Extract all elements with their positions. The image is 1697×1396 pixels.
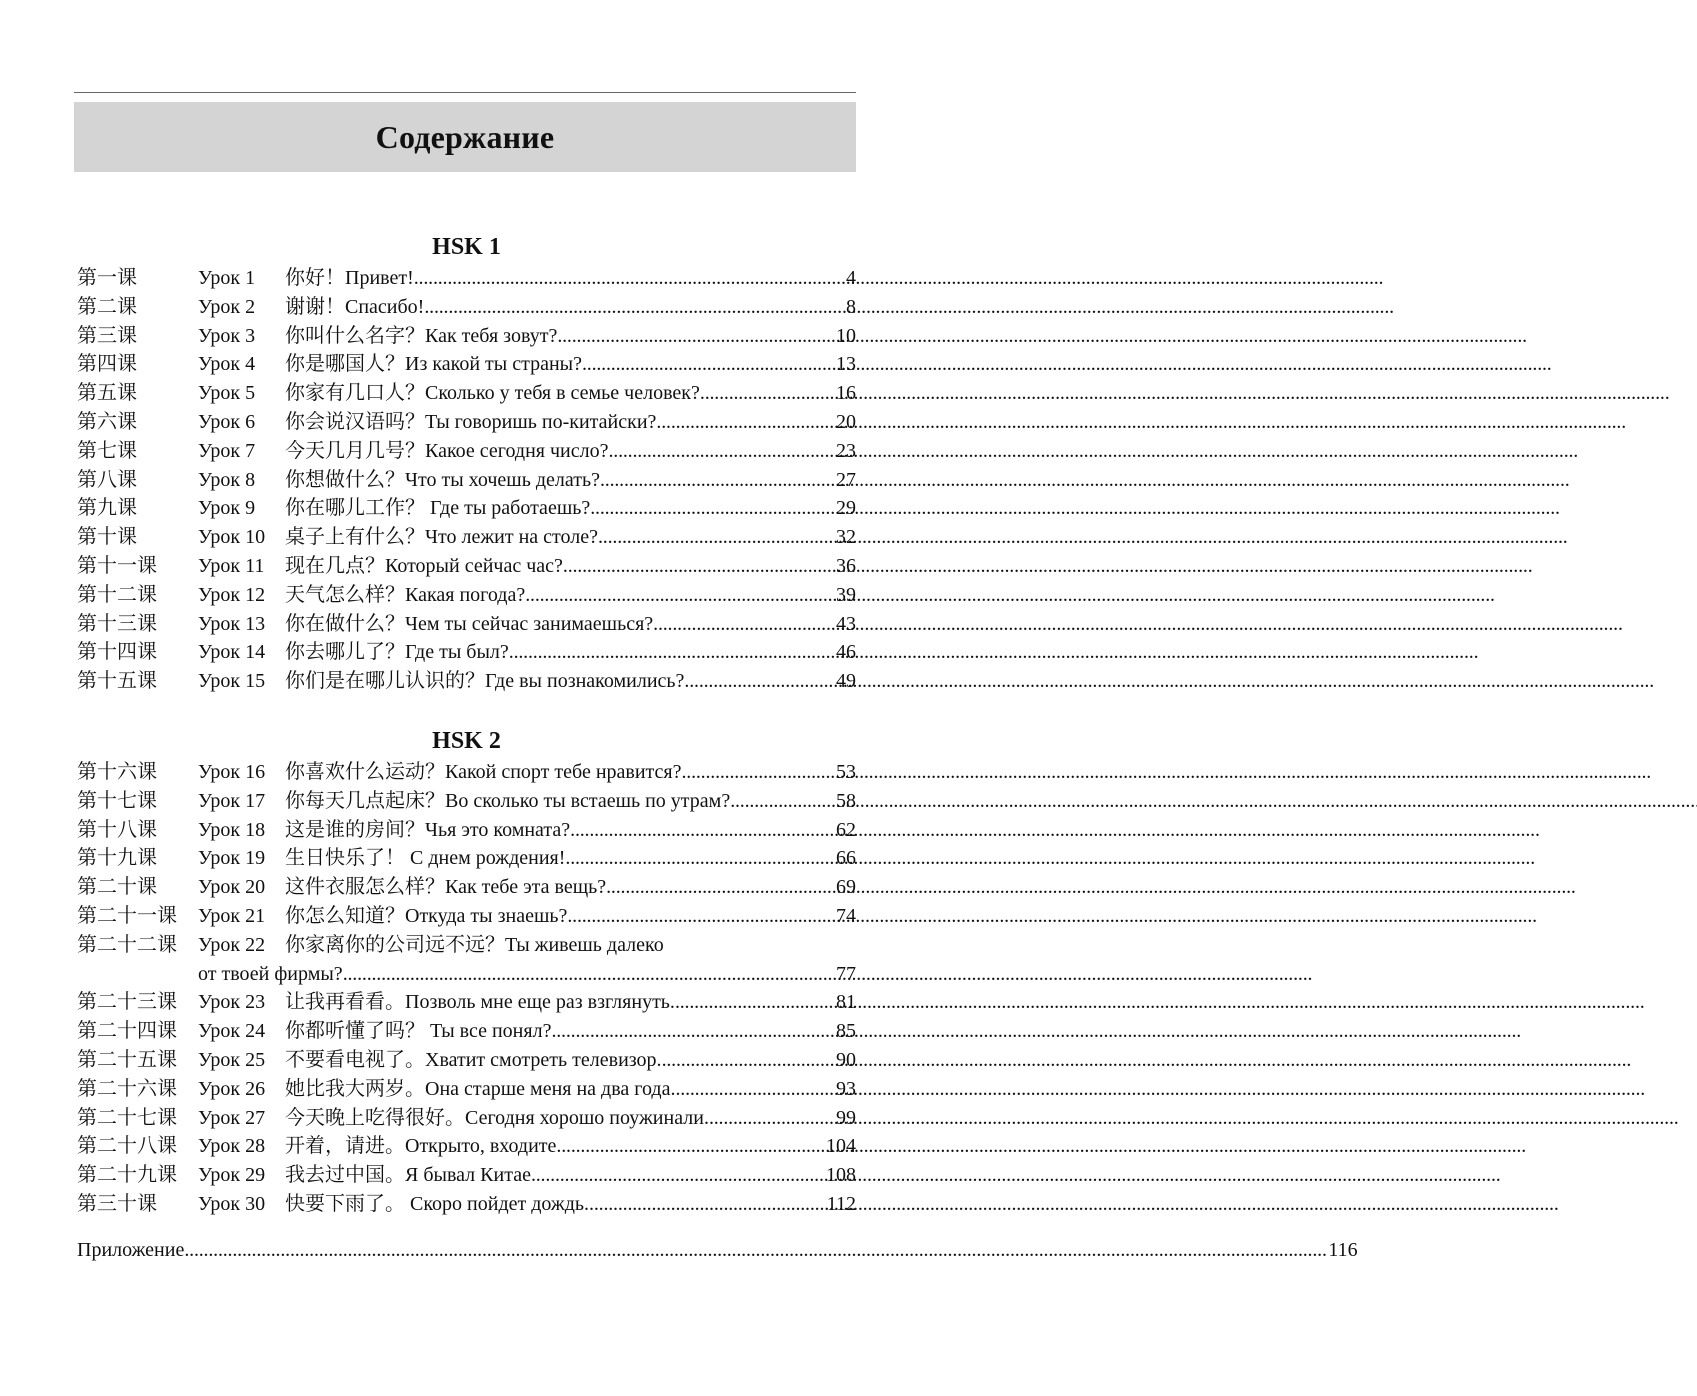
dot-leader	[525, 581, 832, 610]
lesson-title: 你想做什么？Что ты хочешь делать?	[285, 468, 600, 491]
toc-entry[interactable]	[77, 437, 856, 466]
lesson-chinese-number: 第十九课	[77, 847, 157, 870]
toc-entry[interactable]	[77, 322, 856, 351]
page-number: 99	[836, 1106, 856, 1129]
lesson-chinese-number: 第十八课	[77, 818, 157, 841]
toc-entry[interactable]	[77, 552, 856, 581]
toc-entry[interactable]	[77, 667, 856, 696]
toc-entry-body	[198, 264, 856, 293]
lesson-number: Урок 26	[198, 1077, 266, 1100]
lesson-number: Урок 7	[198, 439, 256, 462]
lesson-chinese-number: 第七课	[77, 439, 137, 462]
lesson-title: 谢谢！Спасибо!	[285, 295, 425, 318]
dot-leader	[531, 1161, 822, 1190]
page-number: 20	[836, 410, 856, 433]
page-number: 32	[836, 526, 856, 549]
lesson-number: Урок 1	[198, 267, 256, 289]
lesson-chinese-number: 第十三课	[77, 612, 157, 635]
toc-entry[interactable]	[77, 1017, 856, 1046]
toc-entry[interactable]	[77, 988, 856, 1017]
toc-entry[interactable]	[77, 408, 856, 437]
page-number: 10	[836, 324, 856, 347]
toc-entry[interactable]	[77, 264, 856, 293]
dot-leader	[424, 293, 842, 322]
toc-entry-body	[198, 988, 856, 1017]
toc-entry-body	[198, 1017, 856, 1046]
page-number: 23	[836, 439, 856, 462]
lesson-number: Урок 23	[198, 991, 266, 1014]
lesson-title: 今天晚上吃得很好。Сегодня хорошо поужинали.	[285, 1106, 709, 1129]
toc-entry-body	[198, 494, 856, 523]
page-number: 66	[836, 847, 856, 870]
lesson-chinese-number: 第五课	[77, 382, 137, 405]
toc-entry[interactable]	[77, 758, 856, 787]
toc-entry[interactable]	[77, 581, 856, 610]
toc-entry[interactable]	[77, 350, 856, 379]
section-heading: HSK 1	[432, 234, 501, 260]
lesson-chinese-number: 第十七课	[77, 789, 157, 812]
toc-entry-body	[198, 1161, 856, 1190]
page-number: 53	[836, 761, 856, 783]
lesson-number: Урок 22	[198, 933, 266, 956]
page-number: 39	[836, 583, 856, 606]
toc-entry-body	[198, 638, 856, 667]
toc-entry-continuation[interactable]	[77, 960, 856, 989]
appendix-label: Приложение	[77, 1239, 185, 1261]
lesson-title: 开着，请进。Открыто, входите	[285, 1135, 557, 1158]
page-number: 8	[846, 295, 856, 318]
lesson-title: 这是谁的房间？Чья это комната?	[285, 818, 571, 841]
dot-leader	[509, 638, 832, 667]
dot-leader	[681, 758, 832, 787]
dot-leader	[557, 322, 832, 351]
dot-leader	[662, 1046, 832, 1075]
toc-entry-body	[198, 1132, 856, 1161]
toc-entry[interactable]	[77, 1161, 856, 1190]
lesson-chinese-number: 第二十四课	[77, 1020, 177, 1043]
page-number: 112	[826, 1192, 856, 1215]
lesson-title: 现在几点？Который сейчас час?	[285, 554, 563, 577]
page-number: 93	[836, 1077, 856, 1100]
dot-leader	[556, 1132, 822, 1161]
toc-entry-body	[198, 610, 856, 639]
toc-section-hsk1	[77, 230, 856, 696]
lesson-title-continuation: от твоей фирмы?	[198, 962, 343, 985]
lesson-title: 让我再看看。Позволь мне еще раз взглянуть.	[285, 991, 675, 1014]
toc-entry-body	[198, 758, 856, 787]
toc-entry-body	[198, 1104, 856, 1133]
dot-leader	[567, 902, 832, 931]
toc-entry[interactable]	[77, 293, 856, 322]
dot-leader	[684, 667, 832, 696]
toc-entry-body	[198, 523, 856, 552]
toc-entry-body	[198, 350, 856, 379]
lesson-number: Урок 8	[198, 468, 256, 491]
dot-leader	[565, 844, 832, 873]
top-rule	[74, 92, 856, 93]
lesson-chinese-number: 第三十课	[77, 1192, 157, 1215]
lesson-number: Урок 15	[198, 670, 266, 693]
lesson-chinese-number: 第十六课	[77, 761, 157, 783]
toc-entry-body	[198, 787, 856, 816]
appendix-page: 116	[1328, 1239, 1358, 1261]
toc-entry-body	[198, 816, 856, 845]
dot-leader	[653, 610, 832, 639]
dot-leader	[730, 787, 832, 816]
toc-entry[interactable]	[77, 466, 856, 495]
dot-leader	[551, 1017, 832, 1046]
title-banner	[74, 102, 856, 172]
lesson-number: Урок 5	[198, 382, 256, 405]
dot-leader	[608, 437, 832, 466]
lesson-chinese-number: 第三课	[77, 324, 137, 347]
lesson-title: 你会说汉语吗？Ты говоришь по-китайски?	[285, 410, 657, 433]
dot-leader	[675, 1075, 832, 1104]
lesson-chinese-number: 第二课	[77, 295, 137, 318]
lesson-title: 你都听懂了吗？ Ты все понял?	[285, 1020, 552, 1043]
lesson-number: Урок 18	[198, 818, 266, 841]
lesson-chinese-number: 第十一课	[77, 554, 157, 577]
lesson-title: 桌子上有什么？Что лежит на столе?	[285, 526, 598, 549]
lesson-title: 你叫什么名字？Как тебя зовут?	[285, 324, 558, 347]
toc-entry[interactable]	[77, 379, 856, 408]
toc-entry-body	[198, 902, 856, 931]
lesson-chinese-number: 第二十六课	[77, 1077, 177, 1100]
lesson-number: Урок 30	[198, 1192, 266, 1215]
page-number: 36	[836, 554, 856, 577]
lesson-title: 你怎么知道？Откуда ты знаешь?	[285, 904, 568, 927]
page-number: 58	[836, 789, 856, 812]
page-number: 108	[826, 1164, 856, 1187]
toc-entry-body	[198, 437, 856, 466]
lesson-title: 你在哪儿工作？ Где ты работаешь?	[285, 497, 591, 520]
dot-leader	[414, 264, 842, 293]
toc-section-hsk2	[77, 724, 856, 1219]
lesson-chinese-number: 第二十五课	[77, 1048, 177, 1071]
lesson-title: 你在做什么？Чем ты сейчас занимаешься?	[285, 612, 654, 635]
dot-leader	[598, 523, 832, 552]
lesson-chinese-number: 第十二课	[77, 583, 157, 606]
dot-leader	[589, 1190, 823, 1219]
page-number: 29	[836, 497, 856, 520]
lesson-number: Урок 19	[198, 847, 266, 870]
toc-appendix[interactable]	[77, 1236, 1358, 1265]
page-number: 104	[826, 1135, 856, 1158]
lesson-number: Урок 16	[198, 761, 266, 783]
page-number: 43	[836, 612, 856, 635]
lesson-number: Урок 21	[198, 904, 266, 927]
lesson-chinese-number: 第九课	[77, 497, 137, 520]
lesson-title: 这件衣服怎么样？Как тебе эта вещь?	[285, 876, 607, 899]
toc-entry-body	[198, 1075, 856, 1104]
lesson-chinese-number: 第二十三课	[77, 991, 177, 1014]
lesson-chinese-number: 第八课	[77, 468, 137, 491]
toc-entry-body	[198, 873, 856, 902]
toc-entry[interactable]	[77, 610, 856, 639]
lesson-title: 生日快乐了！ С днем рождения!	[285, 847, 566, 870]
toc-entry[interactable]	[77, 873, 856, 902]
page-number: 69	[836, 876, 856, 899]
dot-leader	[656, 408, 832, 437]
page-number: 49	[836, 670, 856, 693]
dot-leader	[675, 988, 832, 1017]
toc-entry[interactable]	[77, 1132, 856, 1161]
toc-entry-body	[198, 552, 856, 581]
lesson-title: 你每天几点起床？Во сколько ты встаешь по утрам?	[285, 789, 731, 812]
toc-entry-body	[198, 293, 856, 322]
lesson-number: Урок 11	[198, 554, 265, 577]
toc-entry-body	[198, 466, 856, 495]
dot-leader	[700, 379, 832, 408]
lesson-number: Урок 4	[198, 353, 256, 376]
lesson-number: Урок 25	[198, 1048, 266, 1071]
toc-entry[interactable]	[77, 1075, 856, 1104]
page-number: 77	[836, 962, 856, 985]
toc-entry-body	[198, 1190, 856, 1219]
lesson-title: 你是哪国人？Из какой ты страны?	[285, 353, 582, 376]
lesson-chinese-number: 第二十课	[77, 876, 157, 899]
lesson-number: Урок 20	[198, 876, 266, 899]
page-number: 74	[836, 904, 856, 927]
lesson-chinese-number: 第十五课	[77, 670, 157, 693]
dot-leader	[563, 552, 832, 581]
lesson-title: 今天几月几号？Какое сегодня число?	[285, 439, 609, 462]
page-number: 4	[846, 267, 856, 289]
lesson-title: 天气怎么样？Какая погода?	[285, 583, 526, 606]
lesson-chinese-number: 第二十九课	[77, 1164, 177, 1187]
toc-entry[interactable]	[77, 494, 856, 523]
toc-entry-body	[198, 667, 856, 696]
dot-leader	[606, 873, 832, 902]
toc-entry-body	[198, 379, 856, 408]
lesson-chinese-number: 第二十二课	[77, 933, 177, 956]
lesson-title: 她比我大两岁。Она старше меня на два года.	[285, 1077, 676, 1100]
lesson-number: Урок 3	[198, 324, 256, 347]
page-title: Содержание	[375, 118, 555, 155]
dot-leader	[590, 494, 832, 523]
lesson-chinese-number: 第十四课	[77, 641, 157, 664]
toc-entry-body	[198, 844, 856, 873]
toc-entry[interactable]	[77, 844, 856, 873]
toc-entry[interactable]	[77, 523, 856, 552]
dot-leader	[709, 1104, 832, 1133]
section-heading: HSK 2	[432, 728, 501, 754]
dot-leader	[582, 350, 832, 379]
dot-leader	[343, 960, 832, 989]
page-number: 90	[836, 1048, 856, 1071]
toc-entry[interactable]	[77, 787, 856, 816]
page-number: 81	[836, 991, 856, 1014]
lesson-chinese-number: 第六课	[77, 410, 137, 433]
page-number: 27	[836, 468, 856, 491]
page-number: 85	[836, 1020, 856, 1043]
lesson-number: Урок 12	[198, 583, 266, 606]
lesson-title: 你们是在哪儿认识的？Где вы познакомились?	[285, 670, 685, 693]
toc-entry-body	[198, 931, 856, 960]
toc-entry-body	[198, 581, 856, 610]
lesson-number: Урок 13	[198, 612, 266, 635]
lesson-chinese-number: 第二十七课	[77, 1106, 177, 1129]
toc-entry-body	[198, 1046, 856, 1075]
lesson-chinese-number: 第四课	[77, 353, 137, 376]
toc-entry[interactable]	[77, 638, 856, 667]
toc-entry-body	[198, 960, 856, 989]
lesson-chinese-number: 第二十一课	[77, 904, 177, 927]
lesson-number: Урок 17	[198, 789, 266, 812]
lesson-title: 你家离你的公司远不远？Ты живешь далеко	[285, 933, 664, 956]
lesson-title: 你家有几口人？Сколько у тебя в семье человек?	[285, 382, 700, 405]
toc-entry[interactable]	[77, 931, 856, 960]
lesson-title: 快要下雨了。 Скоро пойдет дождь.	[285, 1192, 590, 1215]
page-number: 62	[836, 818, 856, 841]
lesson-number: Урок 2	[198, 295, 256, 318]
dot-leader	[570, 816, 832, 845]
lesson-number: Урок 14	[198, 641, 266, 664]
toc-entry[interactable]	[77, 902, 856, 931]
lesson-number: Урок 29	[198, 1164, 266, 1187]
lesson-number: Урок 9	[198, 497, 256, 520]
toc-entry-body	[198, 322, 856, 351]
page-number: 16	[836, 382, 856, 405]
lesson-chinese-number: 第十课	[77, 526, 137, 549]
toc-entry[interactable]	[77, 816, 856, 845]
lesson-title: 我去过中国。Я бывал Китае	[285, 1164, 531, 1187]
toc-entry[interactable]	[77, 1190, 856, 1219]
lesson-number: Урок 28	[198, 1135, 266, 1158]
toc-entry-body	[198, 408, 856, 437]
dot-leader	[184, 1236, 1324, 1265]
lesson-title: 不要看电视了。Хватит смотреть телевизор.	[285, 1048, 662, 1071]
lesson-title: 你喜欢什么运动？Какой спорт тебе нравится?	[285, 761, 682, 783]
dot-leader	[600, 466, 832, 495]
page-number: 13	[836, 353, 856, 376]
lesson-number: Урок 10	[198, 526, 266, 549]
lesson-number: Урок 24	[198, 1020, 266, 1043]
lesson-number: Урок 6	[198, 410, 256, 433]
lesson-chinese-number: 第一课	[77, 267, 137, 289]
lesson-chinese-number: 第二十八课	[77, 1135, 177, 1158]
page-number: 46	[836, 641, 856, 664]
lesson-number: Урок 27	[198, 1106, 266, 1129]
lesson-title: 你好！Привет!	[285, 267, 414, 289]
lesson-title: 你去哪儿了？Где ты был?	[285, 641, 509, 664]
toc-entry[interactable]	[77, 1104, 856, 1133]
toc-entry[interactable]	[77, 1046, 856, 1075]
